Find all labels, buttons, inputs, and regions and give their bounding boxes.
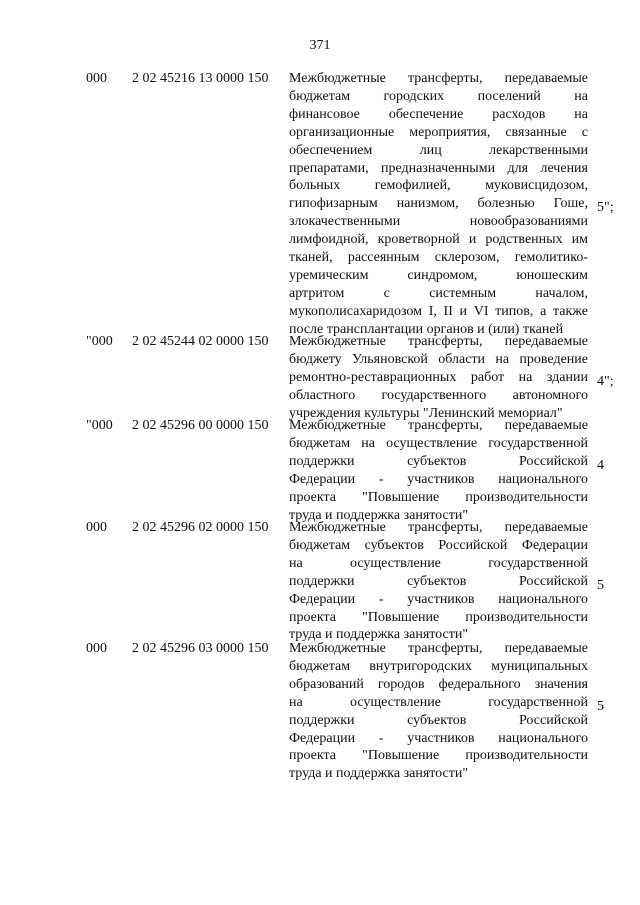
revenue-name-line: Межбюджетные трансферты, передаваемые — [289, 334, 588, 349]
revenue-name-line: труда и поддержка занятости" — [289, 766, 469, 782]
revenue-name-line: бюджетам внутригородских муниципальных — [289, 658, 588, 674]
revenue-name-line: поддержки субъектов Российской — [289, 573, 588, 589]
revenue-name-line: учреждения культуры "Ленинский мемориал" — [289, 405, 563, 421]
amount-value: 5 — [597, 698, 604, 714]
revenue-name-line: проекта "Повышение производительности — [289, 748, 588, 764]
admin-code: "000 — [86, 418, 113, 433]
revenue-name-line: гипофизарным нанизмом, болезнью Гоше, — [289, 196, 588, 212]
revenue-name-line: областного государственного автономного — [289, 387, 588, 403]
revenue-name — [289, 70, 588, 339]
page-number: 371 — [309, 38, 331, 53]
revenue-name-line: на осуществление государственной — [289, 694, 588, 710]
admin-code: 000 — [86, 520, 107, 535]
amount-value: 5 — [597, 577, 604, 593]
revenue-name-line: бюджетам субъектов Российской Федерации — [289, 537, 588, 553]
revenue-name-line: злокачественными новообразованиями — [289, 214, 588, 230]
revenue-name-line: поддержки субъектов Российской — [289, 453, 588, 469]
revenue-name-line: на осуществление государственной — [289, 555, 588, 571]
revenue-name-line: труда и поддержка занятости" — [289, 507, 469, 523]
budget-classification-code: 2 02 45296 00 0000 150 — [132, 418, 269, 433]
revenue-name-line: уремическим синдромом, юношеским — [289, 267, 588, 283]
budget-classification-code: 2 02 45216 13 0000 150 — [132, 71, 269, 86]
amount-value: 4 — [597, 457, 604, 473]
revenue-name-line: поддержки субъектов Российской — [289, 712, 588, 728]
revenue-name-line: проекта "Повышение производительности — [289, 609, 588, 625]
budget-classification-code: 2 02 45296 02 0000 150 — [132, 520, 269, 535]
revenue-name-line: ремонтно-реставрационных работ на здании — [289, 369, 588, 385]
admin-code: "000 — [86, 334, 113, 349]
revenue-name-line: Межбюджетные трансферты, передаваемые — [289, 520, 588, 535]
revenue-name-line: артритом с системным началом, — [289, 285, 588, 301]
admin-code: 000 — [86, 641, 107, 656]
revenue-name-line: труда и поддержка занятости" — [289, 627, 469, 643]
revenue-name-line: обеспечением лиц лекарственными — [289, 142, 588, 158]
budget-classification-code: 2 02 45296 03 0000 150 — [132, 641, 269, 656]
admin-code: 000 — [86, 71, 107, 86]
revenue-name — [289, 519, 588, 644]
revenue-name-line: Межбюджетные трансферты, передаваемые — [289, 418, 588, 433]
revenue-name-line: финансовое обеспечение расходов на — [289, 106, 588, 122]
revenue-name-line: организационные мероприятия, связанные с — [289, 124, 588, 140]
revenue-name-line: проекта "Повышение производительности — [289, 489, 588, 505]
revenue-name — [289, 417, 588, 524]
revenue-name-line: больных гемофилией, муковисцидозом, — [289, 178, 588, 194]
revenue-name-line: Федерации - участников национального — [289, 730, 588, 746]
revenue-name — [289, 640, 588, 783]
amount-value: 4"; — [597, 373, 614, 389]
revenue-name-line: Межбюджетные трансферты, передаваемые — [289, 641, 588, 656]
revenue-name — [289, 333, 588, 423]
revenue-name-line: Федерации - участников национального — [289, 591, 588, 607]
revenue-name-line: бюджетам на осуществление государственной — [289, 435, 588, 451]
budget-classification-code: 2 02 45244 02 0000 150 — [132, 334, 269, 349]
revenue-name-line: препаратами, предназначенными для лечения — [289, 160, 588, 176]
revenue-name-line: бюджетам городских поселений на — [289, 88, 588, 104]
revenue-name-line: после трансплантации органов и (или) тканей — [289, 321, 564, 337]
revenue-name-line: Межбюджетные трансферты, передаваемые — [289, 71, 588, 86]
revenue-name-line: Федерации - участников национального — [289, 471, 588, 487]
revenue-name-line: лимфоидной, кроветворной и родственных им — [289, 232, 588, 248]
revenue-name-line: мукополисахаридозом I, II и VI типов, а также — [289, 303, 588, 319]
revenue-name-line: бюджету Ульяновской области на проведение — [289, 351, 588, 367]
revenue-name-line: образований городов федерального значения — [289, 676, 588, 692]
revenue-name-line: тканей, рассеянным склерозом, гемолитико- — [289, 250, 588, 266]
amount-value: 5"; — [597, 200, 614, 216]
